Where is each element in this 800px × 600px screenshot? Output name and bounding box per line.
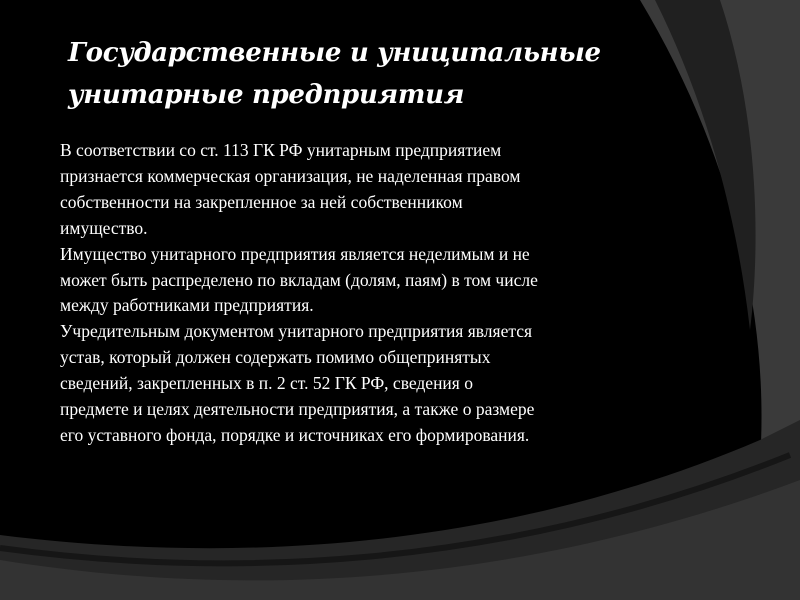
slide-body — [60, 138, 710, 449]
paragraph-charter: Учредительным документом унитарного предприятия является устав, который должен содержать помимо общепринятых сведений, закрепленных в п. 2 ст. 52 ГК РФ, сведения о предмете и целях деятельности предприятия, а также о размере его уставного фонда, порядке и источниках его формирования. — [60, 321, 535, 445]
slide-title-line-1: Государственные и униципальные — [68, 38, 601, 68]
slide-title — [68, 32, 668, 116]
paragraph-definition: В соответствии со ст. 113 ГК РФ унитарным предприятием признается коммерческая организация, не наделенная правом собственности на закрепленное за ней собственником имущество. — [60, 140, 521, 238]
paragraph-property: Имущество унитарного предприятия является неделимым и не может быть распределено по вкладам (долям, паям) в том числе между работниками предприятия. — [60, 243, 538, 316]
slide-title-line-2: унитарные предприятия — [68, 80, 465, 110]
